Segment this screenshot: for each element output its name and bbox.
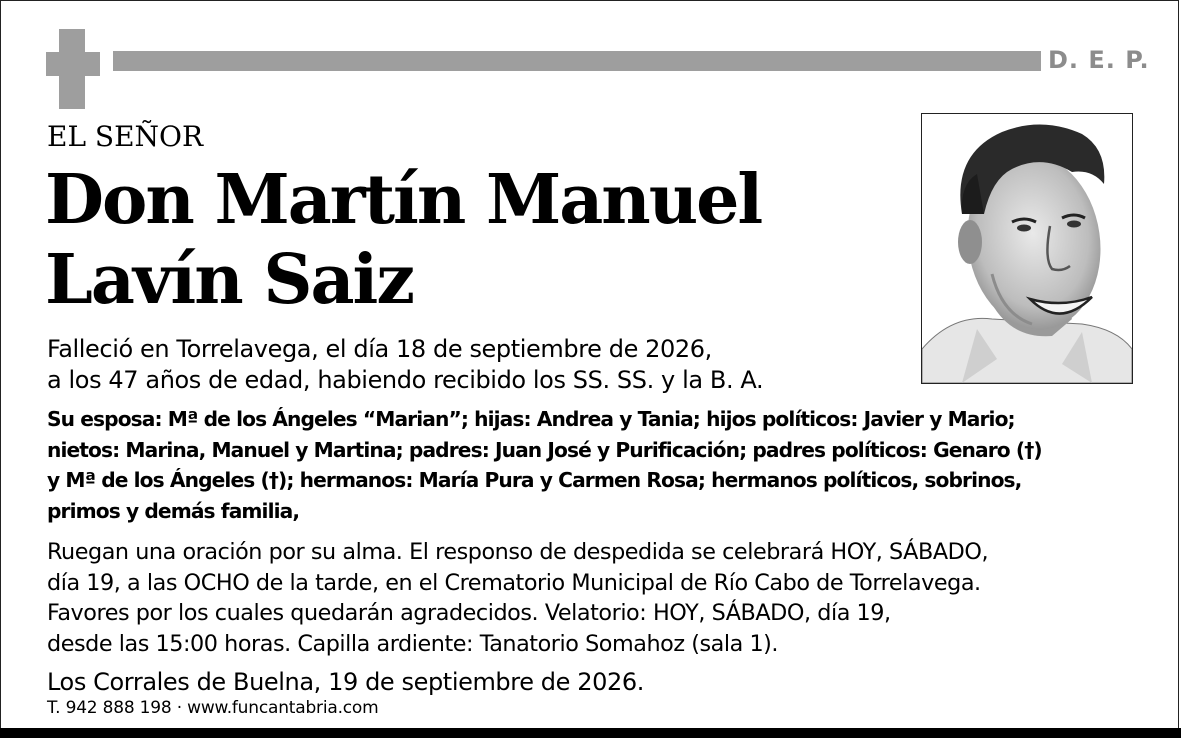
name-line-2: Lavín Saiz: [45, 240, 413, 320]
place-date: Los Corrales de Buelna, 19 de septiembre de 2026.: [47, 668, 644, 696]
contact-info: T. 942 888 198 · www.funcantabria.com: [47, 698, 379, 718]
family-line: y Mª de los Ángeles (†); hermanos: María Pura y Carmen Rosa; hermanos políticos, sobrinos,: [47, 468, 1022, 492]
death-notice: [47, 334, 763, 396]
death-notice-line: a los 47 años de edad, habiendo recibido los SS. SS. y la B. A.: [47, 366, 764, 394]
ceremony-details: [47, 537, 988, 659]
ceremony-line: día 19, a las OCHO de la tarde, en el Crematorio Municipal de Río Cabo de Torrelavega.: [47, 569, 981, 596]
family-line: Su esposa: Mª de los Ángeles “Marian”; hijas: Andrea y Tania; hijos políticos: Javier y Mario;: [47, 407, 1015, 431]
ceremony-line: Ruegan una oración por su alma. El responso de despedida se celebrará HOY, SÁBADO,: [47, 539, 989, 565]
family-line: primos y demás familia,: [47, 498, 300, 523]
ceremony-line: Favores por los cuales quedarán agradecidos. Velatorio: HOY, SÁBADO, día 19,: [47, 600, 891, 626]
family-list: [47, 404, 1042, 526]
cross-icon: [46, 29, 100, 109]
dep-label: D. E. P.: [1048, 46, 1150, 74]
death-notice-line: Falleció en Torrelavega, el día 18 de septiembre de 2026,: [47, 335, 712, 363]
name-line-1: Don Martín Manuel: [45, 160, 762, 240]
ceremony-line: desde las 15:00 horas. Capilla ardiente: Tanatorio Somahoz (sala 1).: [47, 630, 779, 657]
deceased-name: [45, 160, 761, 320]
salutation: EL SEÑOR: [47, 120, 204, 153]
header-bar: [113, 51, 1041, 71]
family-line: nietos: Marina, Manuel y Martina; padres: Juan José y Purificación; padres políticos: Genaro (†): [47, 437, 1042, 462]
portrait-photo: [921, 113, 1133, 384]
bottom-rule: [0, 728, 1181, 738]
